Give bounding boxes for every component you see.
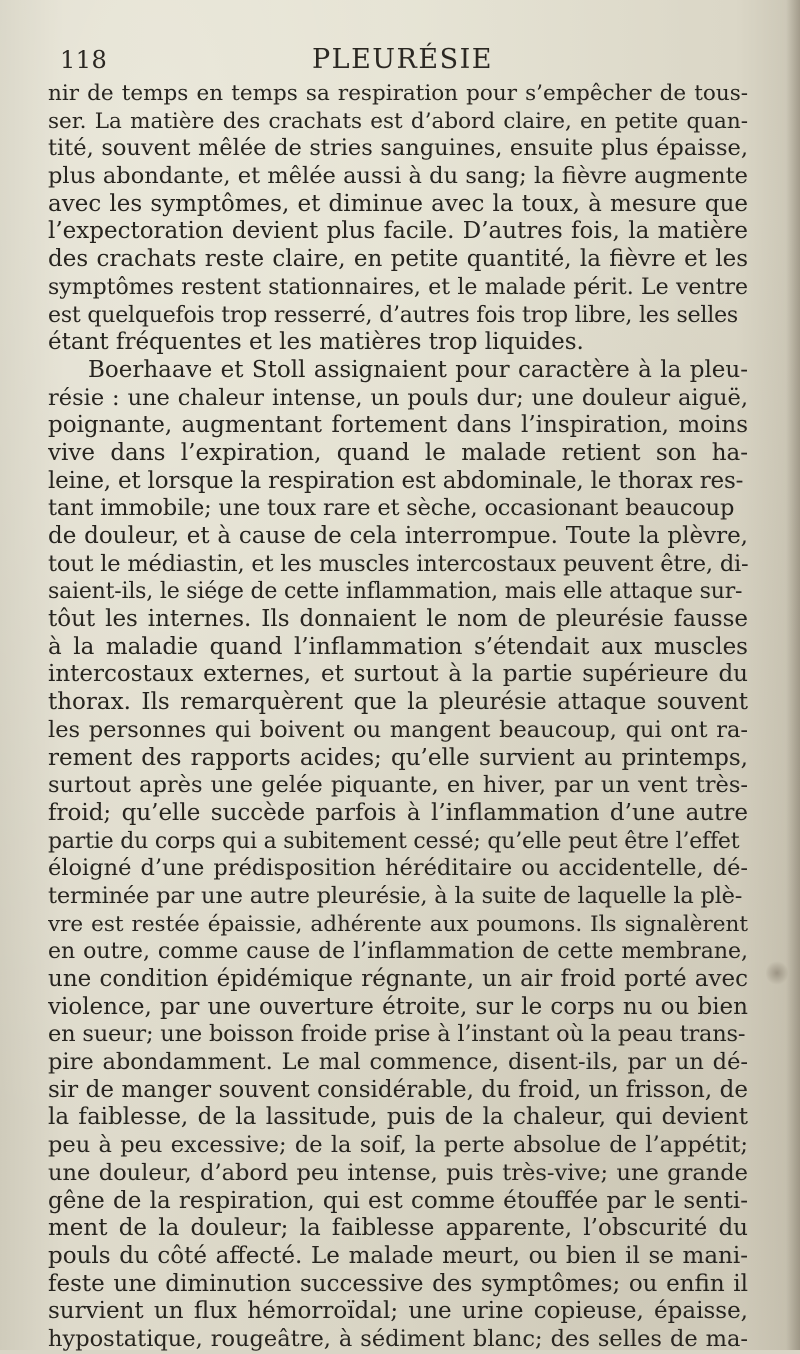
text-line: rement des rapports acides; qu’elle survient au printemps, (48, 744, 748, 771)
page-number: 118 (60, 46, 108, 74)
text-line: en outre, comme cause de l’inflammation de cette membrane, (48, 939, 748, 965)
text-line: violence, par une ouverture étroite, sur le corps nu ou bien (48, 993, 748, 1020)
text-line: étant fréquentes et les matières trop liquides. (48, 329, 584, 356)
text-line: en sueur; une boisson froide prise à l’instant où la peau trans- (48, 1021, 746, 1048)
page-edge-shadow (786, 0, 800, 1350)
text-line: survient un flux hémorroïdal; une urine copieuse, épaisse, (48, 1298, 748, 1325)
text-line: les personnes qui boivent ou mangent beaucoup, qui ont ra- (48, 716, 748, 743)
text-line: tout le médiastin, et les muscles intercostaux peuvent être, di- (48, 550, 748, 577)
text-line: leine, et lorsque la respiration est abdominale, le thorax res- (48, 467, 744, 494)
text-line: l’expectoration devient plus facile. D’autres fois, la matière (48, 218, 748, 245)
text-line: tant immobile; une toux rare et sèche, occasionant beaucoup (48, 495, 735, 522)
text-line: résie : une chaleur intense, un pouls dur; une douleur aiguë, (48, 384, 748, 411)
ink-smudge (766, 960, 788, 986)
text-line: thorax. Ils remarquèrent que la pleurésie attaque souvent (48, 689, 748, 716)
text-line: sir de manger souvent considérable, du froid, un frisson, de (48, 1076, 748, 1103)
text-line: gêne de la respiration, qui est comme étouffée par le senti- (48, 1187, 748, 1214)
text-line: est quelquefois trop resserré, d’autres fois trop libre, les selles (48, 302, 738, 328)
text-line: pouls du côté affecté. Le malade meurt, ou bien il se mani- (48, 1242, 748, 1269)
text-line: terminée par une autre pleurésie, à la suite de laquelle la plè- (48, 882, 743, 909)
text-line: partie du corps qui a subitement cessé; qu’elle peut être l’effet (48, 828, 740, 854)
running-title: PLEURÉSIE (312, 44, 493, 75)
text-line: peu à peu excessive; de la soif, la perte absolue de l’appétit; (48, 1132, 748, 1159)
body-text (48, 80, 748, 1354)
text-line: la faiblesse, de la lassitude, puis de la chaleur, qui devient (48, 1104, 748, 1131)
text-line: nir de temps en temps sa respiration pour s’empêcher de tous- (48, 81, 748, 106)
text-line: symptômes restent stationnaires, et le malade périt. Le ventre (48, 274, 748, 300)
text-line: à la maladie quand l’inflammation s’étendait aux muscles (48, 633, 748, 660)
text-line: des crachats reste claire, en petite quantité, la fièvre et les (48, 246, 748, 273)
text-line: Boerhaave et Stoll assignaient pour caractère à la pleu- (88, 356, 748, 383)
text-line: froid; qu’elle succède parfois à l’inflammation d’une autre (48, 799, 748, 826)
page-header (60, 38, 620, 78)
text-line: ment de la douleur; la faiblesse apparente, l’obscurité du (48, 1215, 748, 1242)
text-line: tôut les internes. Ils donnaient le nom de pleurésie fausse (48, 606, 748, 633)
text-line: intercostaux externes, et surtout à la partie supérieure du (48, 661, 748, 688)
text-line: saient-ils, le siége de cette inflammation, mais elle attaque sur- (48, 579, 743, 605)
text-line: vive dans l’expiration, quand le malade retient son ha- (48, 439, 748, 466)
text-line: une douleur, d’abord peu intense, puis très-vive; une grande (48, 1159, 748, 1186)
text-line: éloigné d’une prédisposition héréditaire ou accidentelle, dé- (48, 855, 748, 882)
text-line: hypostatique, rougeâtre, à sédiment blanc; des selles de ma- (48, 1325, 748, 1352)
text-line: ser. La matière des crachats est d’abord claire, en petite quan- (48, 108, 748, 134)
text-line: une condition épidémique régnante, un air froid porté avec (48, 966, 748, 992)
text-line: avec les symptômes, et diminue avec la toux, à mesure que (48, 190, 748, 217)
text-line: feste une diminution successive des symptômes; ou enfin il (48, 1270, 748, 1297)
text-line: vre est restée épaissie, adhérente aux poumons. Ils signalèrent (48, 911, 748, 937)
text-line: tité, souvent mêlée de stries sanguines, ensuite plus épaisse, (48, 135, 748, 162)
text-line: de douleur, et à cause de cela interrompue. Toute la plèvre, (48, 523, 748, 549)
text-line: surtout après une gelée piquante, en hiver, par un vent très- (48, 772, 748, 799)
text-line: plus abondante, et mêlée aussi à du sang; la fièvre augmente (48, 163, 748, 190)
text-line: poignante, augmentant fortement dans l’inspiration, moins (48, 412, 748, 439)
text-line: pire abondamment. Le mal commence, disent-ils, par un dé- (48, 1049, 748, 1076)
